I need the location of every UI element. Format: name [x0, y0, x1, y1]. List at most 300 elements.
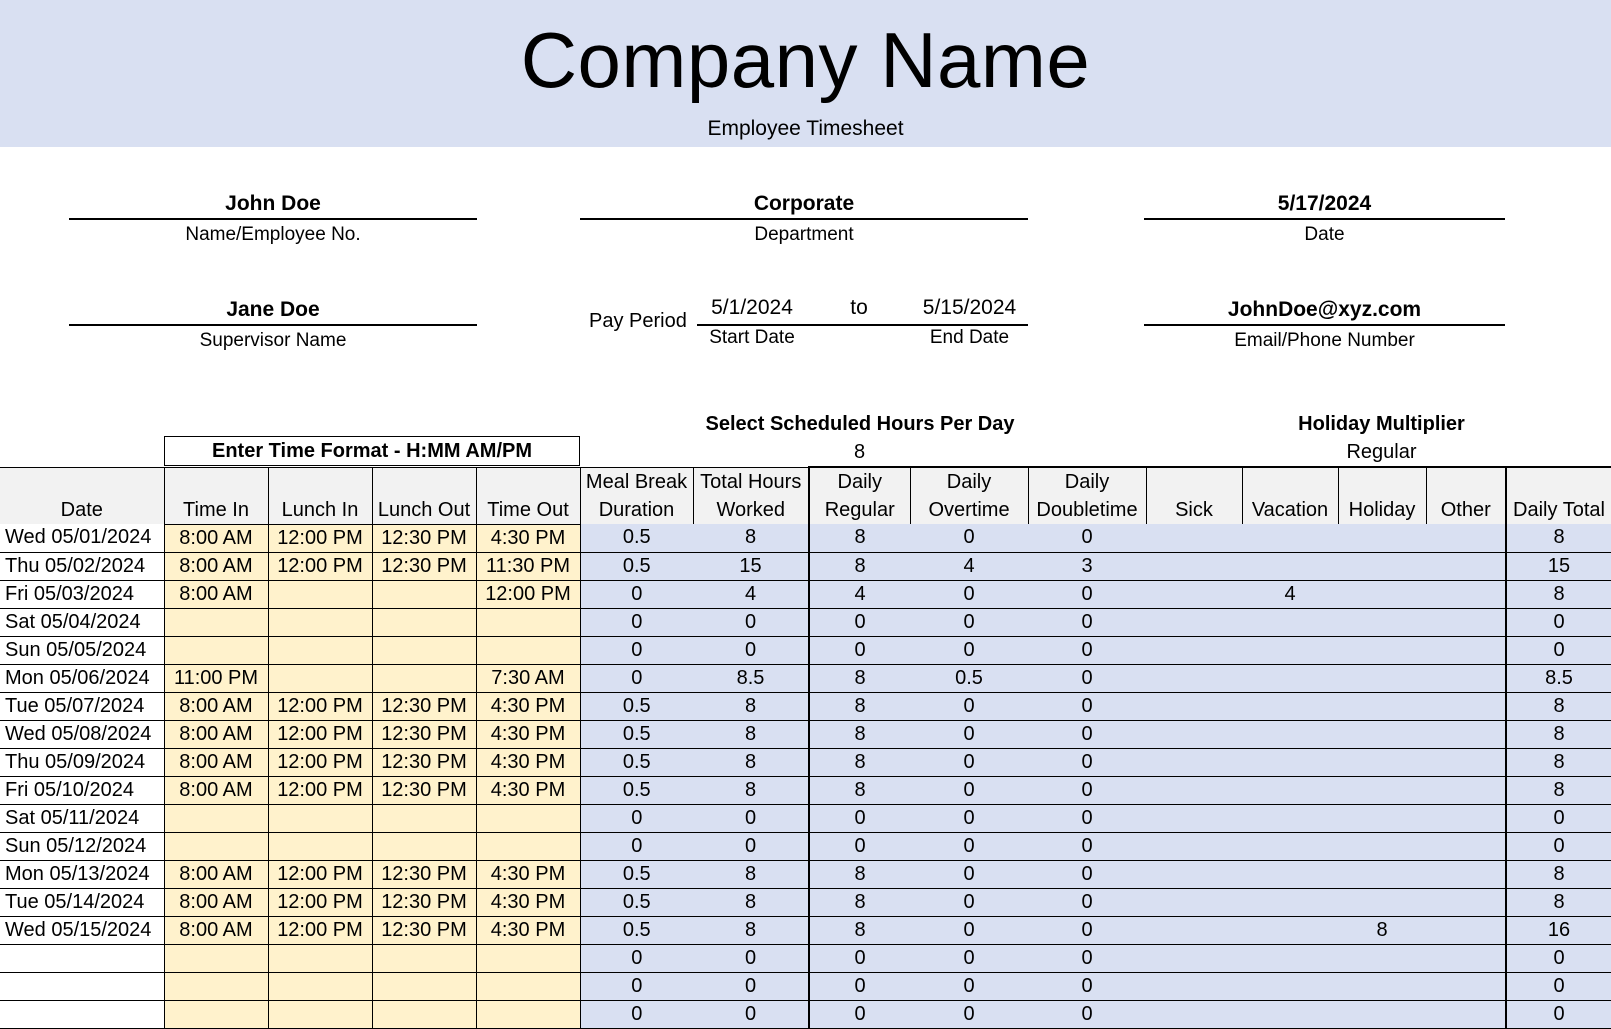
cell-time-out[interactable] — [476, 636, 580, 664]
cell-time-out[interactable]: 7:30 AM — [476, 664, 580, 692]
cell-lunch-in[interactable] — [268, 608, 372, 636]
supervisor-label: Supervisor Name — [199, 330, 347, 351]
cell-holiday[interactable] — [1338, 664, 1426, 692]
cell-vacation[interactable] — [1242, 804, 1338, 832]
cell-sick[interactable] — [1146, 608, 1242, 636]
cell-holiday[interactable] — [1338, 888, 1426, 916]
cell-holiday[interactable] — [1338, 860, 1426, 888]
employee-name-value[interactable]: John Doe — [69, 191, 477, 220]
cell-daily-overtime[interactable]: 0 — [910, 1000, 1028, 1028]
cell-lunch-out[interactable] — [372, 944, 476, 972]
cell-other[interactable] — [1426, 720, 1506, 748]
cell-daily-overtime[interactable]: 0 — [910, 944, 1028, 972]
col-lunch-out: Lunch Out — [372, 467, 476, 524]
cell-vacation[interactable] — [1242, 748, 1338, 776]
cell-time-out[interactable] — [476, 804, 580, 832]
cell-daily-regular[interactable]: 8 — [809, 664, 910, 692]
cell-total-hours[interactable]: 0 — [693, 1000, 809, 1028]
cell-total-hours[interactable]: 8 — [693, 888, 809, 916]
cell-daily-total[interactable]: 8.5 — [1506, 664, 1611, 692]
cell-meal-break[interactable]: 0 — [580, 832, 693, 860]
cell-daily-doubletime[interactable]: 0 — [1028, 888, 1146, 916]
company-name[interactable]: Company Name — [520, 16, 1091, 104]
cell-daily-total[interactable]: 8 — [1506, 748, 1611, 776]
cell-time-in[interactable]: 8:00 AM — [164, 860, 268, 888]
email-value[interactable]: JohnDoe@xyz.com — [1144, 297, 1505, 326]
cell-date[interactable]: Thu 05/02/2024 — [0, 552, 164, 580]
cell-daily-overtime[interactable]: 4 — [910, 552, 1028, 580]
cell-time-in[interactable] — [164, 972, 268, 1000]
supervisor-value[interactable]: Jane Doe — [69, 297, 477, 326]
cell-lunch-in[interactable] — [268, 804, 372, 832]
cell-holiday[interactable] — [1338, 720, 1426, 748]
cell-time-in[interactable]: 8:00 AM — [164, 888, 268, 916]
cell-meal-break[interactable]: 0.5 — [580, 524, 693, 552]
cell-daily-regular[interactable]: 8 — [809, 860, 910, 888]
cell-daily-overtime[interactable]: 0 — [910, 972, 1028, 1000]
cell-other[interactable] — [1426, 552, 1506, 580]
cell-other[interactable] — [1426, 524, 1506, 552]
cell-vacation[interactable] — [1242, 636, 1338, 664]
holiday-multiplier-value[interactable]: Regular — [1346, 441, 1417, 463]
cell-sick[interactable] — [1146, 580, 1242, 608]
cell-daily-doubletime[interactable]: 0 — [1028, 860, 1146, 888]
cell-holiday[interactable] — [1338, 776, 1426, 804]
cell-vacation[interactable] — [1242, 720, 1338, 748]
cell-total-hours[interactable]: 8 — [693, 776, 809, 804]
cell-time-out[interactable]: 4:30 PM — [476, 888, 580, 916]
cell-daily-doubletime[interactable]: 3 — [1028, 552, 1146, 580]
cell-other[interactable] — [1426, 972, 1506, 1000]
cell-daily-doubletime[interactable]: 0 — [1028, 664, 1146, 692]
supervisor-field[interactable] — [69, 297, 477, 353]
table-row — [0, 916, 1611, 944]
cell-sick[interactable] — [1146, 552, 1242, 580]
cell-lunch-in[interactable]: 12:00 PM — [268, 916, 372, 944]
cell-time-in[interactable]: 8:00 AM — [164, 580, 268, 608]
cell-daily-doubletime[interactable]: 0 — [1028, 944, 1146, 972]
cell-other[interactable] — [1426, 832, 1506, 860]
cell-lunch-out[interactable]: 12:30 PM — [372, 748, 476, 776]
cell-vacation[interactable] — [1242, 1000, 1338, 1028]
cell-daily-total[interactable]: 8 — [1506, 888, 1611, 916]
cell-time-out[interactable] — [476, 608, 580, 636]
cell-total-hours[interactable]: 0 — [693, 636, 809, 664]
employee-name-field[interactable] — [69, 191, 477, 247]
cell-other[interactable] — [1426, 580, 1506, 608]
cell-daily-doubletime[interactable]: 0 — [1028, 804, 1146, 832]
cell-daily-total[interactable]: 8 — [1506, 524, 1611, 552]
cell-vacation[interactable] — [1242, 524, 1338, 552]
cell-daily-regular[interactable]: 0 — [809, 832, 910, 860]
cell-time-in[interactable]: 8:00 AM — [164, 776, 268, 804]
cell-total-hours[interactable]: 4 — [693, 580, 809, 608]
date-label: Date — [1304, 224, 1345, 245]
cell-total-hours[interactable]: 0 — [693, 944, 809, 972]
cell-other[interactable] — [1426, 748, 1506, 776]
cell-vacation[interactable] — [1242, 608, 1338, 636]
cell-daily-regular[interactable]: 0 — [809, 944, 910, 972]
cell-total-hours[interactable]: 8 — [693, 692, 809, 720]
start-date-value[interactable]: 5/1/2024 — [711, 296, 793, 319]
cell-sick[interactable] — [1146, 1000, 1242, 1028]
cell-daily-regular[interactable]: 4 — [809, 580, 910, 608]
cell-total-hours[interactable]: 8 — [693, 860, 809, 888]
cell-date[interactable]: Wed 05/01/2024 — [0, 524, 164, 552]
sheet-subtitle[interactable]: Employee Timesheet — [707, 117, 904, 140]
cell-daily-total[interactable]: 0 — [1506, 972, 1611, 1000]
cell-lunch-out[interactable] — [372, 580, 476, 608]
cell-other[interactable] — [1426, 804, 1506, 832]
cell-lunch-in[interactable]: 12:00 PM — [268, 692, 372, 720]
cell-total-hours[interactable]: 0 — [693, 832, 809, 860]
cell-meal-break[interactable]: 0.5 — [580, 692, 693, 720]
cell-sick[interactable] — [1146, 524, 1242, 552]
cell-total-hours[interactable]: 0 — [693, 608, 809, 636]
cell-time-out[interactable]: 12:00 PM — [476, 580, 580, 608]
cell-time-in[interactable] — [164, 608, 268, 636]
cell-daily-doubletime[interactable]: 0 — [1028, 580, 1146, 608]
cell-time-in[interactable]: 11:00 PM — [164, 664, 268, 692]
cell-lunch-in[interactable] — [268, 832, 372, 860]
cell-daily-regular[interactable]: 8 — [809, 524, 910, 552]
header-row — [0, 467, 1611, 524]
cell-lunch-out[interactable]: 12:30 PM — [372, 692, 476, 720]
cell-daily-doubletime[interactable]: 0 — [1028, 608, 1146, 636]
cell-daily-total[interactable]: 15 — [1506, 552, 1611, 580]
cell-meal-break[interactable]: 0.5 — [580, 552, 693, 580]
cell-daily-regular[interactable]: 8 — [809, 552, 910, 580]
date-field[interactable] — [1144, 191, 1505, 247]
cell-lunch-in[interactable]: 12:00 PM — [268, 552, 372, 580]
cell-holiday[interactable] — [1338, 552, 1426, 580]
cell-date[interactable]: Thu 05/09/2024 — [0, 748, 164, 776]
cell-holiday[interactable] — [1338, 832, 1426, 860]
cell-date[interactable]: Sun 05/05/2024 — [0, 636, 164, 664]
cell-daily-total[interactable]: 0 — [1506, 636, 1611, 664]
cell-daily-overtime[interactable]: 0 — [910, 804, 1028, 832]
cell-meal-break[interactable]: 0 — [580, 636, 693, 664]
col-total-line2: Worked — [716, 499, 786, 521]
cell-daily-regular[interactable]: 0 — [809, 608, 910, 636]
cell-lunch-out[interactable] — [372, 636, 476, 664]
cell-time-out[interactable] — [476, 972, 580, 1000]
cell-lunch-in[interactable]: 12:00 PM — [268, 888, 372, 916]
cell-daily-regular[interactable]: 0 — [809, 636, 910, 664]
cell-sick[interactable] — [1146, 944, 1242, 972]
cell-meal-break[interactable]: 0 — [580, 1000, 693, 1028]
cell-daily-total[interactable]: 16 — [1506, 916, 1611, 944]
cell-daily-regular[interactable]: 8 — [809, 916, 910, 944]
cell-daily-total[interactable]: 0 — [1506, 944, 1611, 972]
cell-date[interactable]: Mon 05/06/2024 — [0, 664, 164, 692]
cell-vacation[interactable] — [1242, 832, 1338, 860]
cell-date[interactable]: Wed 05/08/2024 — [0, 720, 164, 748]
cell-sick[interactable] — [1146, 776, 1242, 804]
cell-time-in[interactable]: 8:00 AM — [164, 692, 268, 720]
cell-holiday[interactable] — [1338, 944, 1426, 972]
cell-lunch-in[interactable] — [268, 664, 372, 692]
cell-time-in[interactable] — [164, 832, 268, 860]
cell-other[interactable] — [1426, 1000, 1506, 1028]
cell-daily-doubletime[interactable]: 0 — [1028, 524, 1146, 552]
cell-time-in[interactable]: 8:00 AM — [164, 916, 268, 944]
col-meal-break — [580, 467, 693, 524]
cell-lunch-out[interactable] — [372, 608, 476, 636]
cell-date[interactable]: Mon 05/13/2024 — [0, 860, 164, 888]
cell-time-in[interactable]: 8:00 AM — [164, 720, 268, 748]
cell-total-hours[interactable]: 8 — [693, 916, 809, 944]
cell-lunch-in[interactable] — [268, 580, 372, 608]
cell-sick[interactable] — [1146, 860, 1242, 888]
cell-daily-overtime[interactable]: 0 — [910, 580, 1028, 608]
cell-meal-break[interactable]: 0 — [580, 608, 693, 636]
cell-meal-break[interactable]: 0 — [580, 664, 693, 692]
cell-vacation[interactable] — [1242, 944, 1338, 972]
cell-daily-total[interactable]: 8 — [1506, 776, 1611, 804]
cell-meal-break[interactable]: 0.5 — [580, 916, 693, 944]
cell-total-hours[interactable]: 8 — [693, 748, 809, 776]
cell-sick[interactable] — [1146, 888, 1242, 916]
cell-sick[interactable] — [1146, 664, 1242, 692]
cell-date[interactable]: Tue 05/07/2024 — [0, 692, 164, 720]
cell-daily-overtime[interactable]: 0 — [910, 860, 1028, 888]
cell-sick[interactable] — [1146, 832, 1242, 860]
cell-time-out[interactable]: 4:30 PM — [476, 720, 580, 748]
cell-time-out[interactable]: 4:30 PM — [476, 524, 580, 552]
cell-date[interactable] — [0, 972, 164, 1000]
cell-time-out[interactable]: 4:30 PM — [476, 692, 580, 720]
cell-vacation[interactable] — [1242, 972, 1338, 1000]
cell-lunch-in[interactable] — [268, 972, 372, 1000]
cell-total-hours[interactable]: 8 — [693, 524, 809, 552]
cell-daily-overtime[interactable]: 0 — [910, 692, 1028, 720]
cell-daily-overtime[interactable]: 0 — [910, 720, 1028, 748]
cell-daily-overtime[interactable]: 0 — [910, 748, 1028, 776]
cell-sick[interactable] — [1146, 692, 1242, 720]
cell-holiday[interactable]: 8 — [1338, 916, 1426, 944]
table-row — [0, 664, 1611, 692]
cell-daily-overtime[interactable]: 0 — [910, 916, 1028, 944]
cell-daily-total[interactable]: 8 — [1506, 720, 1611, 748]
cell-meal-break[interactable]: 0.5 — [580, 860, 693, 888]
cell-total-hours[interactable]: 8.5 — [693, 664, 809, 692]
cell-daily-overtime[interactable]: 0.5 — [910, 664, 1028, 692]
cell-lunch-out[interactable]: 12:30 PM — [372, 552, 476, 580]
cell-lunch-in[interactable]: 12:00 PM — [268, 720, 372, 748]
cell-other[interactable] — [1426, 776, 1506, 804]
cell-daily-doubletime[interactable]: 0 — [1028, 832, 1146, 860]
end-date-value[interactable]: 5/15/2024 — [922, 296, 1017, 319]
cell-date[interactable] — [0, 1000, 164, 1028]
cell-other[interactable] — [1426, 692, 1506, 720]
cell-daily-total[interactable]: 8 — [1506, 580, 1611, 608]
cell-daily-total[interactable]: 0 — [1506, 832, 1611, 860]
cell-date[interactable]: Fri 05/10/2024 — [0, 776, 164, 804]
cell-holiday[interactable] — [1338, 692, 1426, 720]
cell-daily-regular[interactable]: 8 — [809, 888, 910, 916]
cell-meal-break[interactable]: 0 — [580, 580, 693, 608]
cell-vacation[interactable] — [1242, 916, 1338, 944]
cell-lunch-in[interactable]: 12:00 PM — [268, 748, 372, 776]
cell-time-out[interactable]: 4:30 PM — [476, 916, 580, 944]
cell-lunch-in[interactable] — [268, 944, 372, 972]
cell-date[interactable]: Sat 05/04/2024 — [0, 608, 164, 636]
cell-lunch-out[interactable]: 12:30 PM — [372, 776, 476, 804]
cell-holiday[interactable] — [1338, 636, 1426, 664]
cell-sick[interactable] — [1146, 636, 1242, 664]
cell-vacation[interactable] — [1242, 664, 1338, 692]
cell-lunch-out[interactable]: 12:30 PM — [372, 916, 476, 944]
cell-vacation[interactable] — [1242, 692, 1338, 720]
cell-other[interactable] — [1426, 636, 1506, 664]
cell-sick[interactable] — [1146, 972, 1242, 1000]
cell-meal-break[interactable]: 0.5 — [580, 720, 693, 748]
cell-sick[interactable] — [1146, 748, 1242, 776]
cell-daily-regular[interactable]: 0 — [809, 972, 910, 1000]
cell-lunch-out[interactable]: 12:30 PM — [372, 888, 476, 916]
cell-other[interactable] — [1426, 888, 1506, 916]
cell-time-out[interactable] — [476, 944, 580, 972]
cell-daily-overtime[interactable]: 0 — [910, 608, 1028, 636]
cell-sick[interactable] — [1146, 916, 1242, 944]
cell-other[interactable] — [1426, 916, 1506, 944]
cell-vacation[interactable] — [1242, 888, 1338, 916]
cell-holiday[interactable] — [1338, 580, 1426, 608]
cell-other[interactable] — [1426, 860, 1506, 888]
date-value[interactable]: 5/17/2024 — [1144, 191, 1505, 220]
cell-daily-regular[interactable]: 8 — [809, 748, 910, 776]
cell-time-out[interactable] — [476, 832, 580, 860]
cell-meal-break[interactable]: 0 — [580, 804, 693, 832]
cell-time-in[interactable] — [164, 944, 268, 972]
col-sick: Sick — [1146, 467, 1242, 524]
col-daily-overtime — [910, 467, 1028, 524]
department-value[interactable]: Corporate — [580, 191, 1028, 220]
department-field[interactable] — [580, 191, 1028, 247]
cell-holiday[interactable] — [1338, 972, 1426, 1000]
cell-vacation[interactable] — [1242, 860, 1338, 888]
cell-lunch-in[interactable]: 12:00 PM — [268, 860, 372, 888]
cell-daily-total[interactable]: 0 — [1506, 608, 1611, 636]
cell-holiday[interactable] — [1338, 1000, 1426, 1028]
cell-daily-total[interactable]: 8 — [1506, 692, 1611, 720]
cell-date[interactable]: Wed 05/15/2024 — [0, 916, 164, 944]
cell-daily-doubletime[interactable]: 0 — [1028, 636, 1146, 664]
cell-daily-doubletime[interactable]: 0 — [1028, 1000, 1146, 1028]
cell-lunch-out[interactable] — [372, 664, 476, 692]
cell-date[interactable] — [0, 944, 164, 972]
cell-time-out[interactable]: 11:30 PM — [476, 552, 580, 580]
table-row — [0, 804, 1611, 832]
cell-total-hours[interactable]: 8 — [693, 720, 809, 748]
cell-meal-break[interactable]: 0.5 — [580, 748, 693, 776]
cell-daily-total[interactable]: 0 — [1506, 804, 1611, 832]
cell-daily-overtime[interactable]: 0 — [910, 776, 1028, 804]
cell-holiday[interactable] — [1338, 524, 1426, 552]
cell-daily-total[interactable]: 8 — [1506, 860, 1611, 888]
cell-daily-total[interactable]: 0 — [1506, 1000, 1611, 1028]
cell-daily-regular[interactable]: 8 — [809, 692, 910, 720]
cell-time-out[interactable]: 4:30 PM — [476, 776, 580, 804]
cell-lunch-out[interactable] — [372, 972, 476, 1000]
cell-time-out[interactable]: 4:30 PM — [476, 748, 580, 776]
scheduled-hours-value[interactable]: 8 — [853, 441, 866, 463]
cell-lunch-out[interactable] — [372, 1000, 476, 1028]
cell-holiday[interactable] — [1338, 748, 1426, 776]
cell-holiday[interactable] — [1338, 804, 1426, 832]
cell-lunch-in[interactable] — [268, 1000, 372, 1028]
cell-lunch-out[interactable]: 12:30 PM — [372, 860, 476, 888]
cell-daily-overtime[interactable]: 0 — [910, 524, 1028, 552]
cell-time-in[interactable] — [164, 636, 268, 664]
cell-meal-break[interactable]: 0 — [580, 944, 693, 972]
cell-time-out[interactable] — [476, 1000, 580, 1028]
email-field[interactable] — [1144, 297, 1505, 353]
cell-total-hours[interactable]: 0 — [693, 972, 809, 1000]
cell-total-hours[interactable]: 0 — [693, 804, 809, 832]
cell-daily-doubletime[interactable]: 0 — [1028, 776, 1146, 804]
cell-total-hours[interactable]: 15 — [693, 552, 809, 580]
cell-time-in[interactable]: 8:00 AM — [164, 748, 268, 776]
cell-vacation[interactable] — [1242, 776, 1338, 804]
cell-date[interactable]: Sun 05/12/2024 — [0, 832, 164, 860]
cell-holiday[interactable] — [1338, 608, 1426, 636]
cell-daily-overtime[interactable]: 0 — [910, 832, 1028, 860]
cell-other[interactable] — [1426, 608, 1506, 636]
cell-vacation[interactable]: 4 — [1242, 580, 1338, 608]
cell-time-in[interactable] — [164, 804, 268, 832]
table-row — [0, 972, 1611, 1000]
cell-lunch-in[interactable] — [268, 636, 372, 664]
cell-daily-doubletime[interactable]: 0 — [1028, 748, 1146, 776]
cell-meal-break[interactable]: 0.5 — [580, 776, 693, 804]
cell-meal-break[interactable]: 0.5 — [580, 888, 693, 916]
cell-daily-overtime[interactable]: 0 — [910, 636, 1028, 664]
cell-daily-doubletime[interactable]: 0 — [1028, 692, 1146, 720]
cell-vacation[interactable] — [1242, 552, 1338, 580]
cell-time-in[interactable]: 8:00 AM — [164, 552, 268, 580]
cell-daily-regular[interactable]: 0 — [809, 1000, 910, 1028]
cell-time-in[interactable]: 8:00 AM — [164, 524, 268, 552]
cell-daily-doubletime[interactable]: 0 — [1028, 916, 1146, 944]
cell-lunch-in[interactable]: 12:00 PM — [268, 524, 372, 552]
cell-lunch-out[interactable] — [372, 832, 476, 860]
cell-other[interactable] — [1426, 664, 1506, 692]
cell-time-out[interactable]: 4:30 PM — [476, 860, 580, 888]
cell-lunch-in[interactable]: 12:00 PM — [268, 776, 372, 804]
cell-time-in[interactable] — [164, 1000, 268, 1028]
cell-daily-doubletime[interactable]: 0 — [1028, 720, 1146, 748]
cell-daily-overtime[interactable]: 0 — [910, 888, 1028, 916]
cell-sick[interactable] — [1146, 804, 1242, 832]
time-format-banner: Enter Time Format - H:MM AM/PM — [164, 436, 580, 466]
cell-lunch-out[interactable] — [372, 804, 476, 832]
cell-date[interactable]: Tue 05/14/2024 — [0, 888, 164, 916]
cell-date[interactable]: Sat 05/11/2024 — [0, 804, 164, 832]
cell-daily-regular[interactable]: 8 — [809, 776, 910, 804]
cell-daily-regular[interactable]: 8 — [809, 720, 910, 748]
cell-sick[interactable] — [1146, 720, 1242, 748]
cell-lunch-out[interactable]: 12:30 PM — [372, 720, 476, 748]
cell-daily-doubletime[interactable]: 0 — [1028, 972, 1146, 1000]
cell-other[interactable] — [1426, 944, 1506, 972]
table-row — [0, 692, 1611, 720]
cell-lunch-out[interactable]: 12:30 PM — [372, 524, 476, 552]
cell-date[interactable]: Fri 05/03/2024 — [0, 580, 164, 608]
cell-daily-regular[interactable]: 0 — [809, 804, 910, 832]
cell-meal-break[interactable]: 0 — [580, 972, 693, 1000]
